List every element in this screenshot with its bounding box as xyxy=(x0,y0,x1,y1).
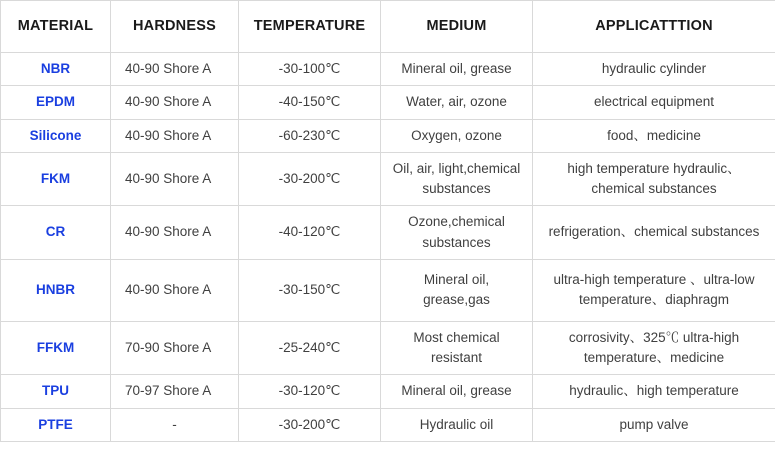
cell-hardness: 40-90 Shore A xyxy=(111,119,239,152)
table-header-row xyxy=(1,1,775,53)
cell-material: PTFE xyxy=(1,408,111,441)
cell-application: pump valve xyxy=(533,408,775,441)
cell-material: NBR xyxy=(1,53,111,86)
cell-application: hydraulic、high temperature xyxy=(533,375,775,408)
cell-material: FKM xyxy=(1,152,111,206)
cell-medium: Most chemical resistant xyxy=(381,321,533,375)
cell-temperature: -30-100℃ xyxy=(239,53,381,86)
cell-temperature: -40-150℃ xyxy=(239,86,381,119)
column-header-application: APPLICATTTION xyxy=(533,1,775,53)
cell-hardness: 40-90 Shore A xyxy=(111,152,239,206)
cell-temperature: -30-200℃ xyxy=(239,408,381,441)
cell-application: refrigeration、chemical substances xyxy=(533,206,775,260)
cell-material: HNBR xyxy=(1,259,111,321)
cell-material: TPU xyxy=(1,375,111,408)
cell-material: Silicone xyxy=(1,119,111,152)
cell-medium: Mineral oil, grease xyxy=(381,53,533,86)
table-row xyxy=(1,408,775,441)
table-header xyxy=(1,1,775,53)
cell-material: CR xyxy=(1,206,111,260)
cell-hardness: 40-90 Shore A xyxy=(111,259,239,321)
cell-hardness: 40-90 Shore A xyxy=(111,206,239,260)
table-row xyxy=(1,119,775,152)
cell-temperature: -30-120℃ xyxy=(239,375,381,408)
cell-hardness: 40-90 Shore A xyxy=(111,53,239,86)
cell-temperature: -30-150℃ xyxy=(239,259,381,321)
table-row xyxy=(1,321,775,375)
column-header-material: MATERIAL xyxy=(1,1,111,53)
cell-application: corrosivity、325℃ ultra-high temperature、medicine xyxy=(533,321,775,375)
cell-temperature: -30-200℃ xyxy=(239,152,381,206)
cell-medium: Ozone,chemical substances xyxy=(381,206,533,260)
cell-application: high temperature hydraulic、chemical substances xyxy=(533,152,775,206)
cell-medium: Oxygen, ozone xyxy=(381,119,533,152)
table-row xyxy=(1,259,775,321)
cell-medium: Mineral oil, grease,gas xyxy=(381,259,533,321)
cell-application: hydraulic cylinder xyxy=(533,53,775,86)
cell-application: electrical equipment xyxy=(533,86,775,119)
cell-material: FFKM xyxy=(1,321,111,375)
cell-hardness: 70-90 Shore A xyxy=(111,321,239,375)
cell-hardness: - xyxy=(111,408,239,441)
column-header-medium: MEDIUM xyxy=(381,1,533,53)
cell-medium: Hydraulic oil xyxy=(381,408,533,441)
column-header-hardness: HARDNESS xyxy=(111,1,239,53)
cell-temperature: -25-240℃ xyxy=(239,321,381,375)
cell-medium: Water, air, ozone xyxy=(381,86,533,119)
table-row xyxy=(1,53,775,86)
table-row xyxy=(1,86,775,119)
table-row xyxy=(1,206,775,260)
cell-temperature: -60-230℃ xyxy=(239,119,381,152)
table-row xyxy=(1,152,775,206)
cell-hardness: 40-90 Shore A xyxy=(111,86,239,119)
table-row xyxy=(1,375,775,408)
cell-material: EPDM xyxy=(1,86,111,119)
cell-medium: Mineral oil, grease xyxy=(381,375,533,408)
column-header-temperature: TEMPERATURE xyxy=(239,1,381,53)
cell-application: food、medicine xyxy=(533,119,775,152)
cell-temperature: -40-120℃ xyxy=(239,206,381,260)
cell-hardness: 70-97 Shore A xyxy=(111,375,239,408)
cell-medium: Oil, air, light,chemical substances xyxy=(381,152,533,206)
cell-application: ultra-high temperature 、ultra-low temperature、diaphragm xyxy=(533,259,775,321)
table-body xyxy=(1,53,775,442)
